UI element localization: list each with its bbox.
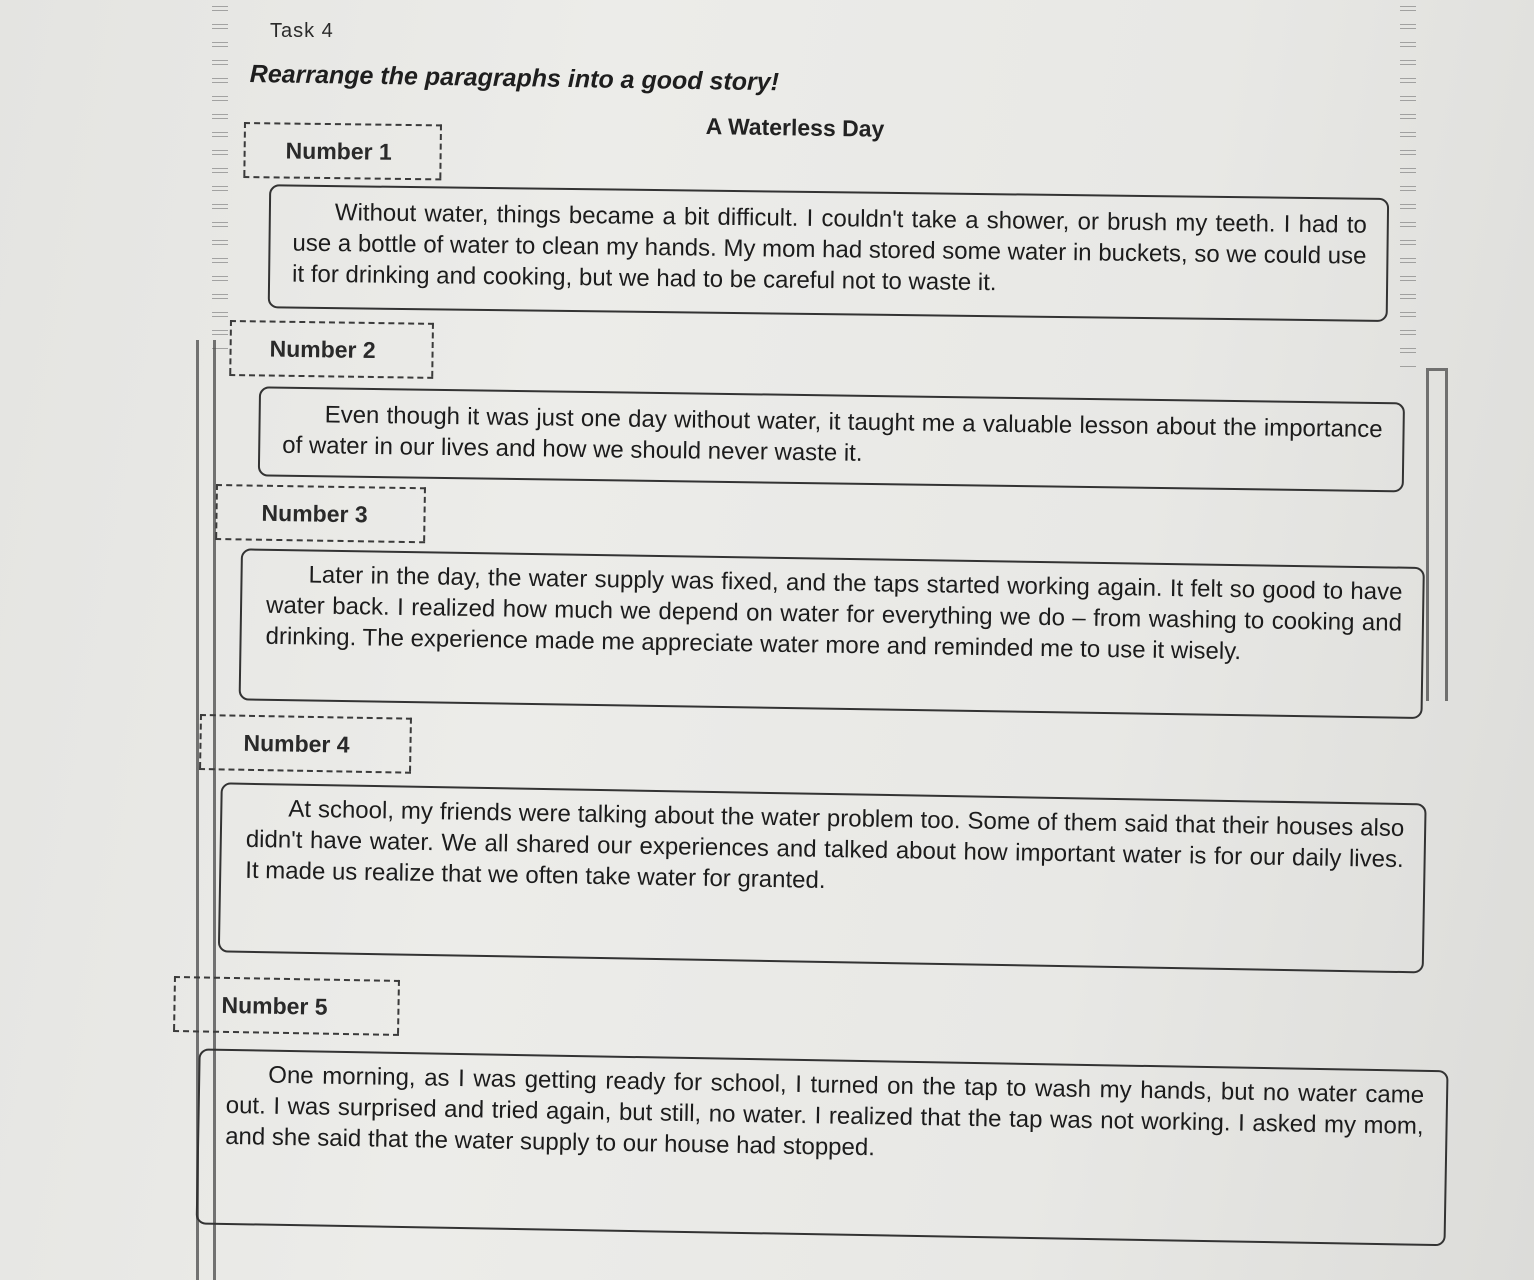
task-label: Task 4 [270, 20, 334, 42]
paragraph-text-5: One morning, as I was getting ready for school, I turned on the tap to wash my hands, but no water came out. I was surprised and tried again, but still, no water. I realized that the tap was not working. I asked my mom, and she said that the water supply to our house had stopped. [196, 1048, 1449, 1246]
instruction-heading: Rearrange the paragraphs into a good story! [249, 60, 780, 97]
paragraph-text-3: Later in the day, the water supply was fixed, and the taps started working again. It felt so good to have water back. I realized how much we depend on water for everything we do – from washing to cooking and drinking. The experience made me appreciate water more and reminded me to use it wisely. [239, 548, 1425, 719]
binding-holes-left [212, 0, 228, 350]
number-label-2: Number 2 [229, 320, 434, 377]
paragraph-text-2: Even though it was just one day without water, it taught me a valuable lesson about the importance of water in our lives and how we should never waste it. [258, 386, 1405, 492]
number-label-4: Number 4 [199, 714, 412, 772]
paragraph-text-1: Without water, things became a bit difficult. I couldn't take a shower, or brush my teeth. I had to use a bottle of water to clean my hands. My mom had stored some water in buckets, so we could use it for drinking and cooking, but we had to be careful not to waste it. [268, 184, 1389, 322]
number-label-5: Number 5 [173, 976, 400, 1034]
binding-holes-right [1400, 0, 1416, 370]
number-label-1: Number 1 [243, 122, 442, 178]
paragraph-text-4: At school, my friends were talking about the water problem too. Some of them said that their houses also didn't have water. We all shared our experiences and talked about how important water is for our daily lives. It made us realize that we often take water for granted. [218, 782, 1427, 973]
number-label-3: Number 3 [215, 484, 426, 541]
story-title: A Waterless Day [705, 113, 885, 142]
binding-rule-right [1426, 368, 1448, 701]
